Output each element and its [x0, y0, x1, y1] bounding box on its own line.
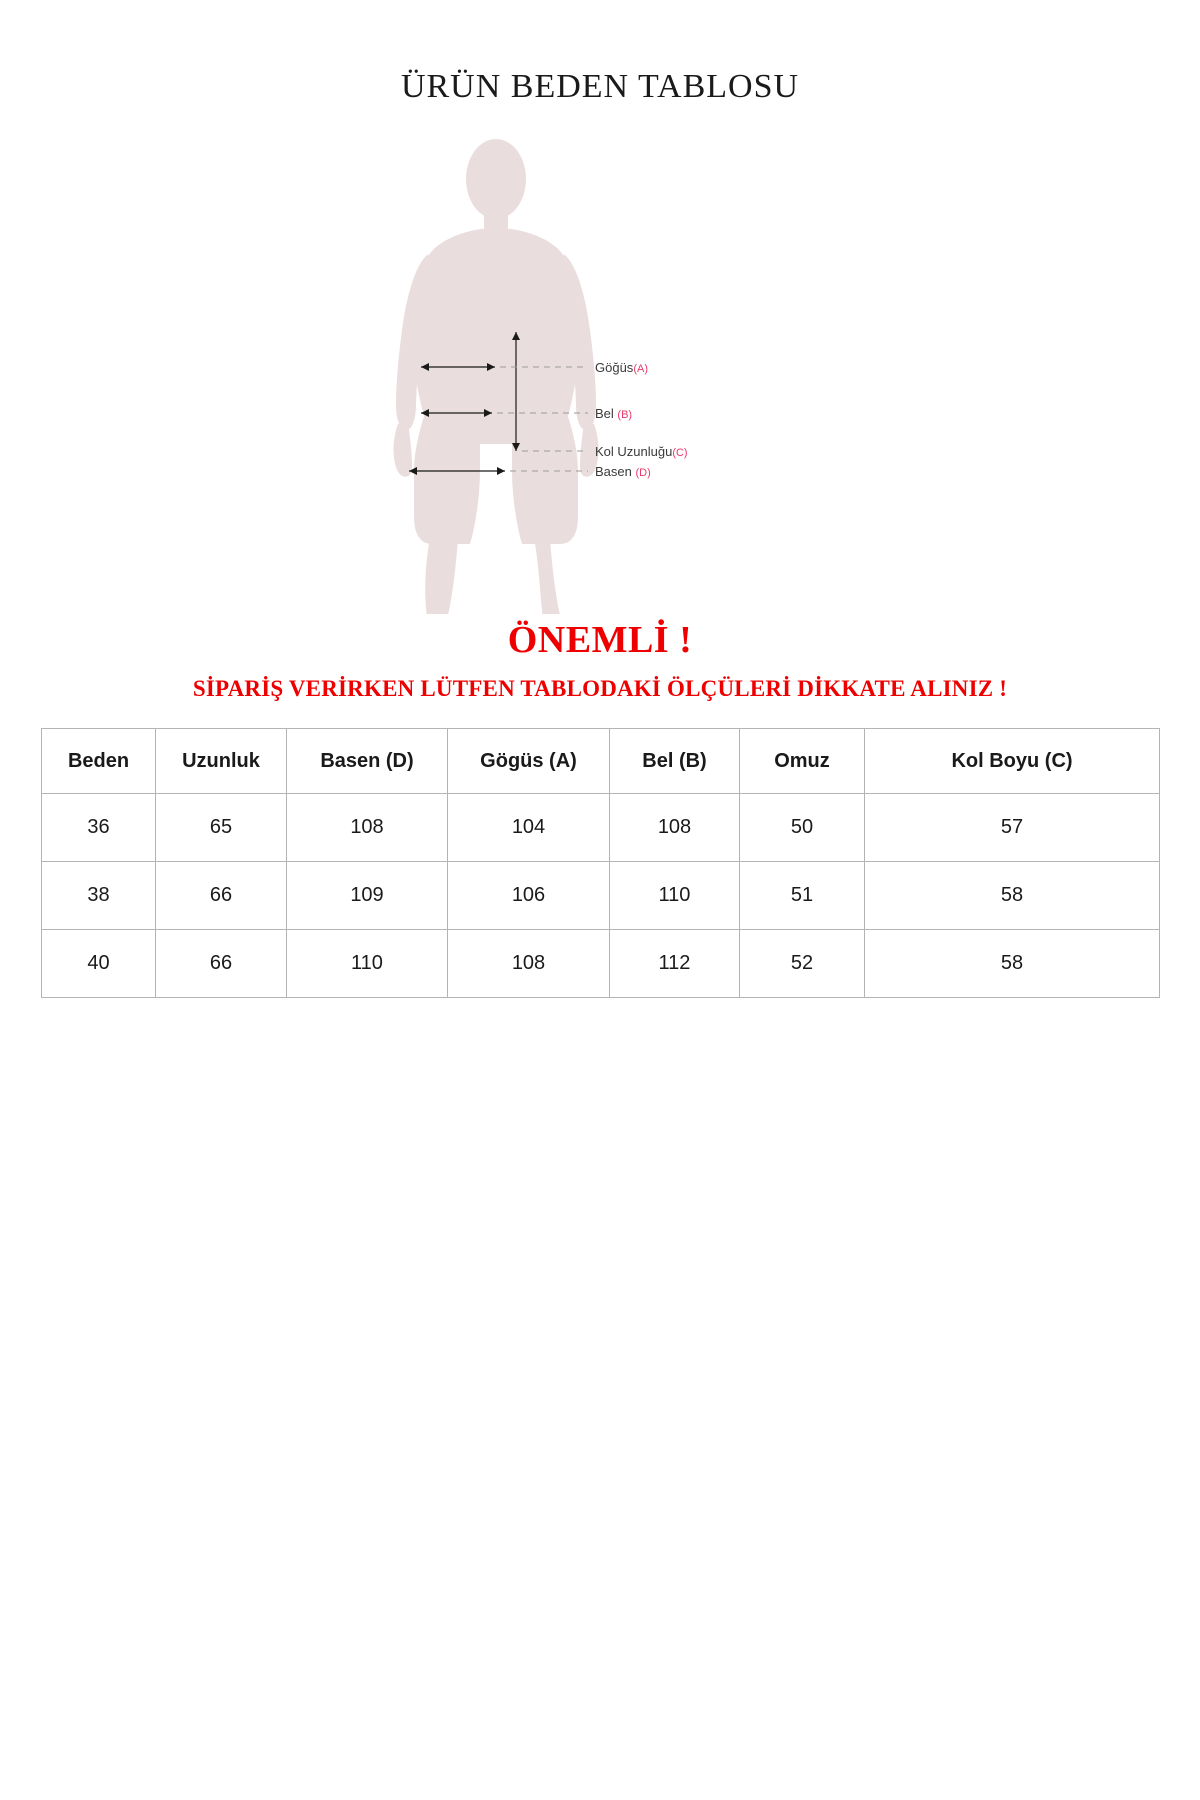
header-cell: Uzunluk — [156, 729, 287, 794]
table-row — [42, 794, 1160, 862]
callout-waist-code: (B) — [617, 409, 633, 421]
table-cell: 40 — [42, 930, 156, 998]
table-cell: 110 — [610, 862, 740, 930]
table-cell: 38 — [42, 862, 156, 930]
size-table — [41, 728, 1160, 998]
table-row — [42, 862, 1160, 930]
header-cell: Bel (B) — [610, 729, 740, 794]
table-cell: 66 — [156, 862, 287, 930]
table-cell: 104 — [448, 794, 610, 862]
female-body-silhouette — [394, 139, 599, 614]
page-title: ÜRÜN BEDEN TABLOSU — [400, 68, 800, 105]
callout-sleeve-label: Kol Uzunluğu — [595, 444, 673, 459]
table-cell: 58 — [865, 930, 1160, 998]
table-cell: 36 — [42, 794, 156, 862]
table-row — [42, 930, 1160, 998]
table-cell: 109 — [287, 862, 448, 930]
size-table-wrapper — [41, 728, 1159, 998]
callout-bust-label: Göğüs — [595, 360, 634, 375]
callout-hip-code: (D) — [635, 467, 651, 479]
callout-waist — [595, 406, 632, 421]
table-cell: 106 — [448, 862, 610, 930]
table-cell: 108 — [448, 930, 610, 998]
notice-heading: ÖNEMLİ ! — [507, 619, 693, 661]
header-cell: Omuz — [740, 729, 865, 794]
callout-sleeve-code: (C) — [672, 447, 688, 459]
table-cell: 108 — [287, 794, 448, 862]
table-cell: 108 — [610, 794, 740, 862]
table-cell: 112 — [610, 930, 740, 998]
callout-hip-label: Basen — [595, 464, 632, 479]
header-cell: Kol Boyu (C) — [865, 729, 1160, 794]
callout-bust — [595, 360, 648, 375]
table-cell: 50 — [740, 794, 865, 862]
table-cell: 110 — [287, 930, 448, 998]
callout-bust-code: (A) — [633, 363, 648, 375]
table-header-row — [42, 729, 1160, 794]
measurement-figure — [0, 124, 1200, 614]
callout-hip — [595, 464, 651, 479]
table-cell: 51 — [740, 862, 865, 930]
table-cell: 66 — [156, 930, 287, 998]
header-cell: Gögüs (A) — [448, 729, 610, 794]
table-cell: 52 — [740, 930, 865, 998]
table-cell: 65 — [156, 794, 287, 862]
header-cell: Basen (D) — [287, 729, 448, 794]
table-cell: 58 — [865, 862, 1160, 930]
important-notice — [0, 618, 1200, 702]
callout-sleeve — [595, 444, 688, 459]
table-cell: 57 — [865, 794, 1160, 862]
header-cell: Beden — [42, 729, 156, 794]
callout-waist-label: Bel — [595, 406, 614, 421]
notice-subheading: SİPARİŞ VERİRKEN LÜTFEN TABLODAKİ ÖLÇÜLERİ DİKKATE ALINIZ ! — [192, 676, 1008, 701]
